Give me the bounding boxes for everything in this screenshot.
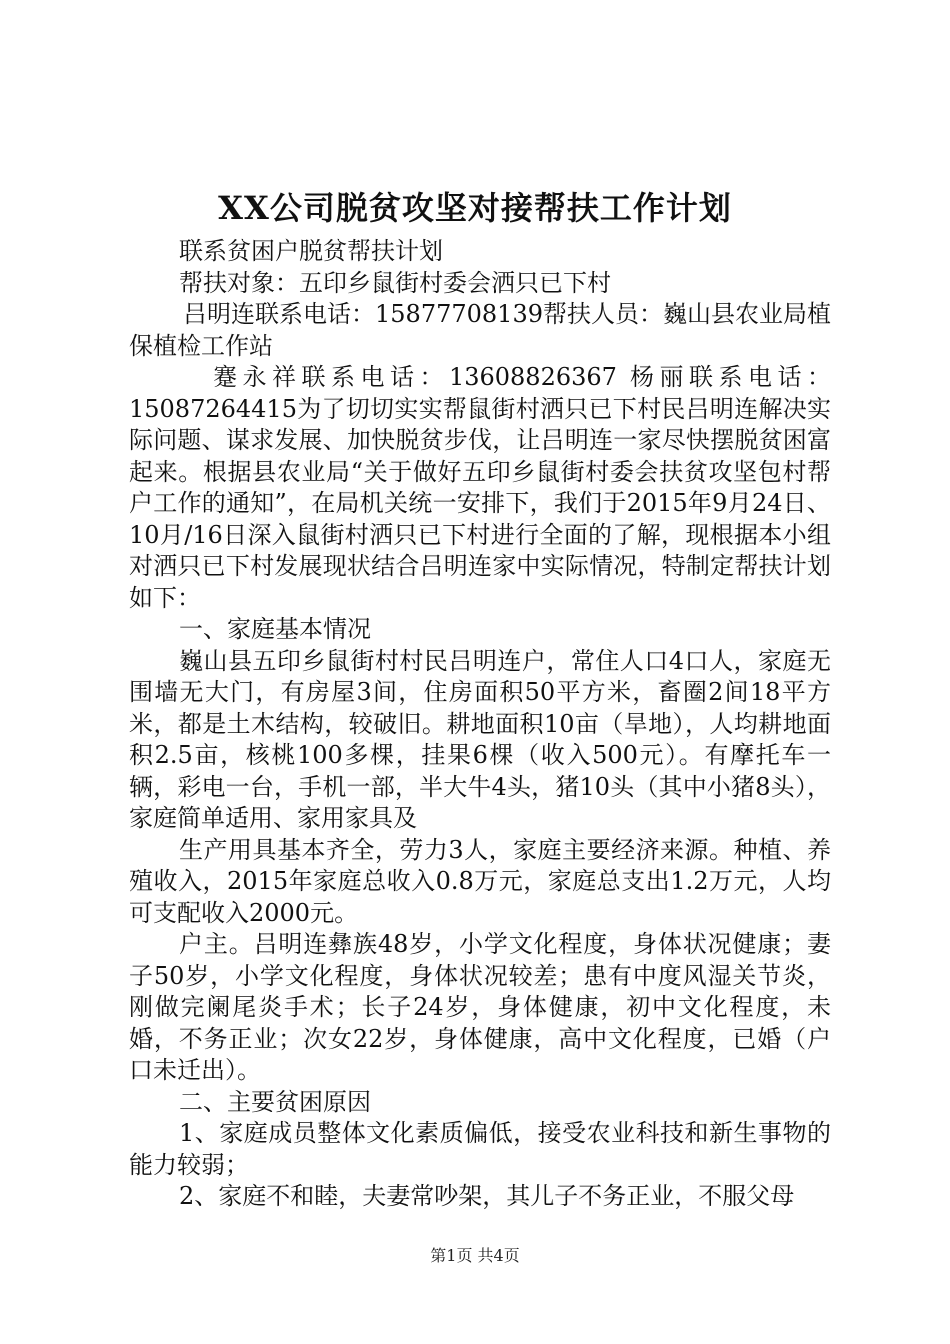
paragraph-cause-2: 2、家庭不和睦，夫妻常吵架，其儿子不务正业，不服父母 [179,1182,795,1210]
paragraph-plan-heading: 联系贫困户脱贫帮扶计划 [179,237,443,265]
section-heading-poverty-causes: 二、主要贫困原因 [179,1087,371,1116]
document-title: XX公司脱贫攻坚对接帮扶工作计划 [218,189,732,227]
paragraph-target: 帮扶对象：五印乡鼠街村委会洒只已下村 [179,268,611,297]
paragraph-basic-info: 巍山县五印乡鼠街村村民吕明连户，常住人口4口人，家庭无围墙无大门，有房屋3间，住房面积50平方米，畜圈2间18平方米，都是土木结构，较破旧。耕地面积10亩（旱地），人均耕地面积2.5亩，核桃100多棵，挂果6棵（收入500元）。有摩托车一辆，彩电一台，手机一部，半大牛4头，猪10头（其中小猪8头），家庭简单适用、家用家具及 [129,646,831,832]
paragraph-contact-1: 吕明连联系电话：15877708139帮扶人员：巍山县农业局植保植检工作站 [129,300,831,360]
paragraph-household-members: 户主。吕明连彝族48岁，小学文化程度，身体状况健康；妻子50岁，小学文化程度，身体状况较差；患有中度风湿关节炎，刚做完阑尾炎手术；长子24岁，身体健康，初中文化程度，未婚，不务正业；次女22岁，身体健康，高中文化程度，已婚（户口未迁出）。 [129,930,831,1084]
paragraph-cause-1: 1、家庭成员整体文化素质偏低，接受农业科技和新生事物的能力较弱； [129,1119,831,1179]
paragraph-production-tools: 生产用具基本齐全，劳力3人，家庭主要经济来源。种植、养殖收入，2015年家庭总收入0.8万元，家庭总支出1.2万元，人均可支配收入2000元。 [129,835,831,927]
page-footer: 第1页 共4页 [430,1246,520,1265]
section-heading-basic-info: 一、家庭基本情况 [179,615,371,643]
paragraph-contact-2: 蹇永祥联系电话：13608826367 杨丽联系电话：15087264415为了切切实实帮鼠街村洒只已下村民吕明连解决实际问题、谋求发展、加快脱贫步伐，让吕明连一家尽快摆脱贫困富起来。根据县农业局“关于做好五印乡鼠街村委会扶贫攻坚包村帮户工作的通知”，在局机关统一安排下，我们于2015年9月24日、10月/16日深入鼠街村洒只已下村进行全面的了解，现根据本小组对洒只已下村发展现状结合吕明连家中实际情况，特制定帮扶计划如下： [129,363,831,612]
document-body [129,236,831,1213]
